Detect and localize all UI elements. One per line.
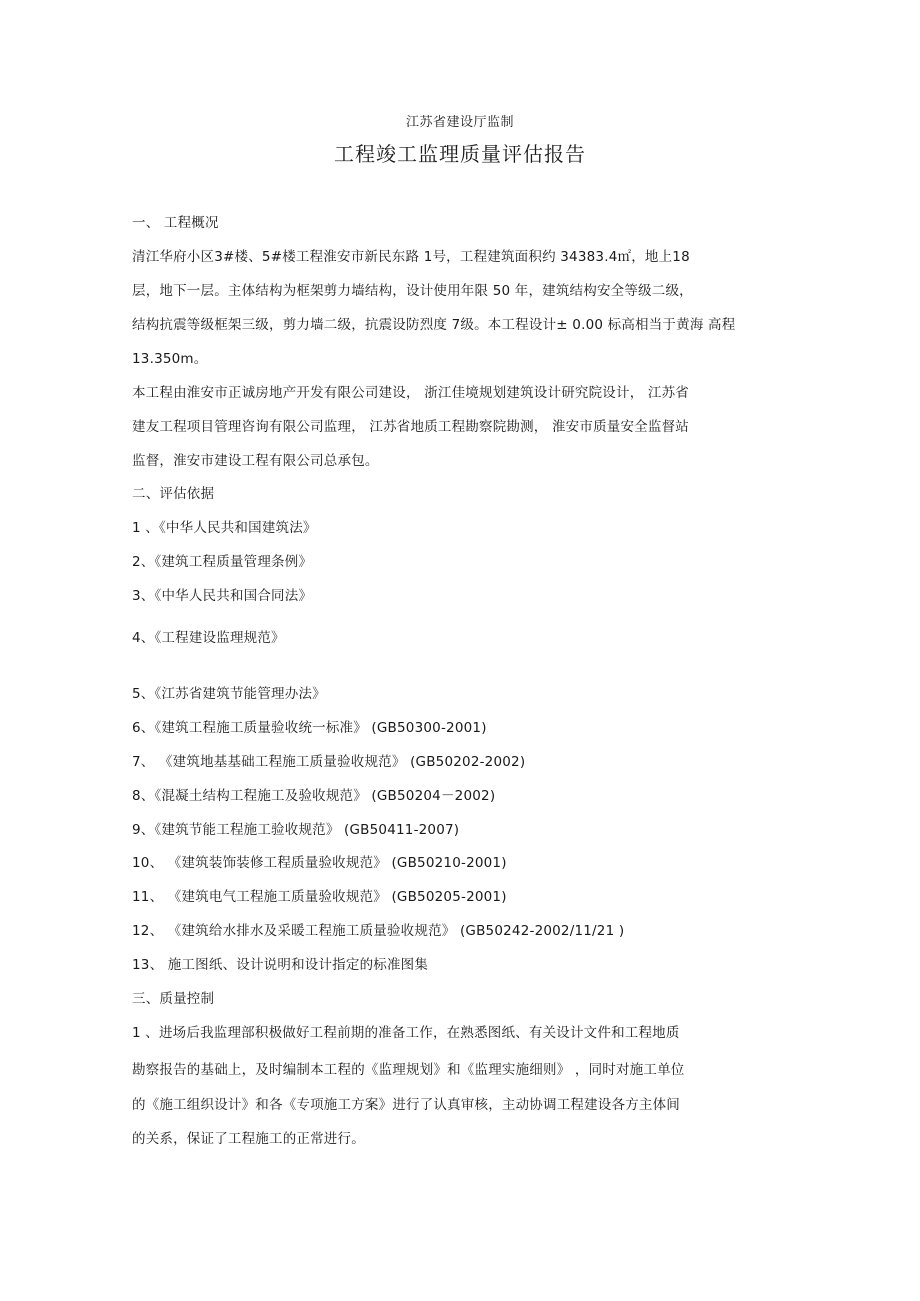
quality-paragraph-line: 的关系，保证了工程施工的正常进行。 (132, 1131, 365, 1147)
report-title: 工程竣工监理质量评估报告 (334, 142, 586, 166)
parties-paragraph-line: 监督，淮安市建设工程有限公司总承包。 (132, 453, 379, 469)
basis-list-item: 9、《建筑节能工程施工验收规范》 (GB50411-2007) (132, 822, 460, 838)
section-heading-quality: 三、质量控制 (132, 991, 215, 1007)
quality-paragraph-line: 1 、进场后我监理部积极做好工程前期的准备工作，在熟悉图纸、有关设计文件和工程地质 (132, 1025, 680, 1041)
parties-paragraph-line: 本工程由淮安市正诚房地产开发有限公司建设， 浙江佳境规划建筑设计研究院设计， 江苏省 (132, 385, 689, 401)
basis-list-item: 3、《中华人民共和国合同法》 (132, 588, 313, 604)
quality-paragraph-line: 勘察报告的基础上，及时编制本工程的《监理规划》和《监理实施细则》 ，同时对施工单位 (132, 1062, 685, 1078)
basis-list-item: 2、《建筑工程质量管理条例》 (132, 554, 313, 570)
parties-paragraph-line: 建友工程项目管理咨询有限公司监理， 江苏省地质工程勘察院勘测， 淮安市质量安全监督站 (132, 419, 689, 435)
basis-list-item: 5、《江苏省建筑节能管理办法》 (132, 686, 326, 702)
basis-list-item: 1 、《中华人民共和国建筑法》 (132, 520, 317, 536)
section-heading-overview: 一、 工程概况 (132, 215, 219, 231)
overview-paragraph-line: 13.350m。 (132, 351, 208, 367)
basis-list-item: 8、《混凝土结构工程施工及验收规范》 (GB50204－2002) (132, 788, 496, 804)
issuer-subtitle: 江苏省建设厅监制 (405, 115, 514, 130)
basis-list-item: 13、 施工图纸、设计说明和设计指定的标准图集 (132, 957, 429, 973)
overview-paragraph-line: 结构抗震等级框架三级，剪力墙二级，抗震设防烈度 7级。本工程设计± 0.00 标高相当于黄海 高程 (132, 317, 736, 333)
basis-list-item: 6、《建筑工程施工质量验收统一标准》 (GB50300-2001) (132, 720, 487, 736)
basis-list-item: 7、 《建筑地基基础工程施工质量验收规范》 (GB50202-2002) (132, 754, 526, 770)
overview-paragraph-line: 层，地下一层。主体结构为框架剪力墙结构，设计使用年限 50 年，建筑结构安全等级二级， (132, 283, 693, 299)
quality-paragraph-line: 的《施工组织设计》和各《专项施工方案》进行了认真审核，主动协调工程建设各方主体间 (132, 1097, 680, 1113)
section-heading-basis: 二、评估依据 (132, 486, 215, 502)
basis-list-item: 10、 《建筑装饰装修工程质量验收规范》 (GB50210-2001) (132, 855, 507, 871)
basis-list-item: 4、《工程建设监理规范》 (132, 630, 285, 646)
basis-list-item: 11、 《建筑电气工程施工质量验收规范》 (GB50205-2001) (132, 889, 507, 905)
basis-list-item: 12、 《建筑给水排水及采暖工程施工质量验收规范》 (GB50242-2002/11/21 ) (132, 923, 625, 939)
overview-paragraph-line: 清江华府小区3#楼、5#楼工程淮安市新民东路 1号，工程建筑面积约 34383.4㎡，地上18 (132, 249, 690, 265)
